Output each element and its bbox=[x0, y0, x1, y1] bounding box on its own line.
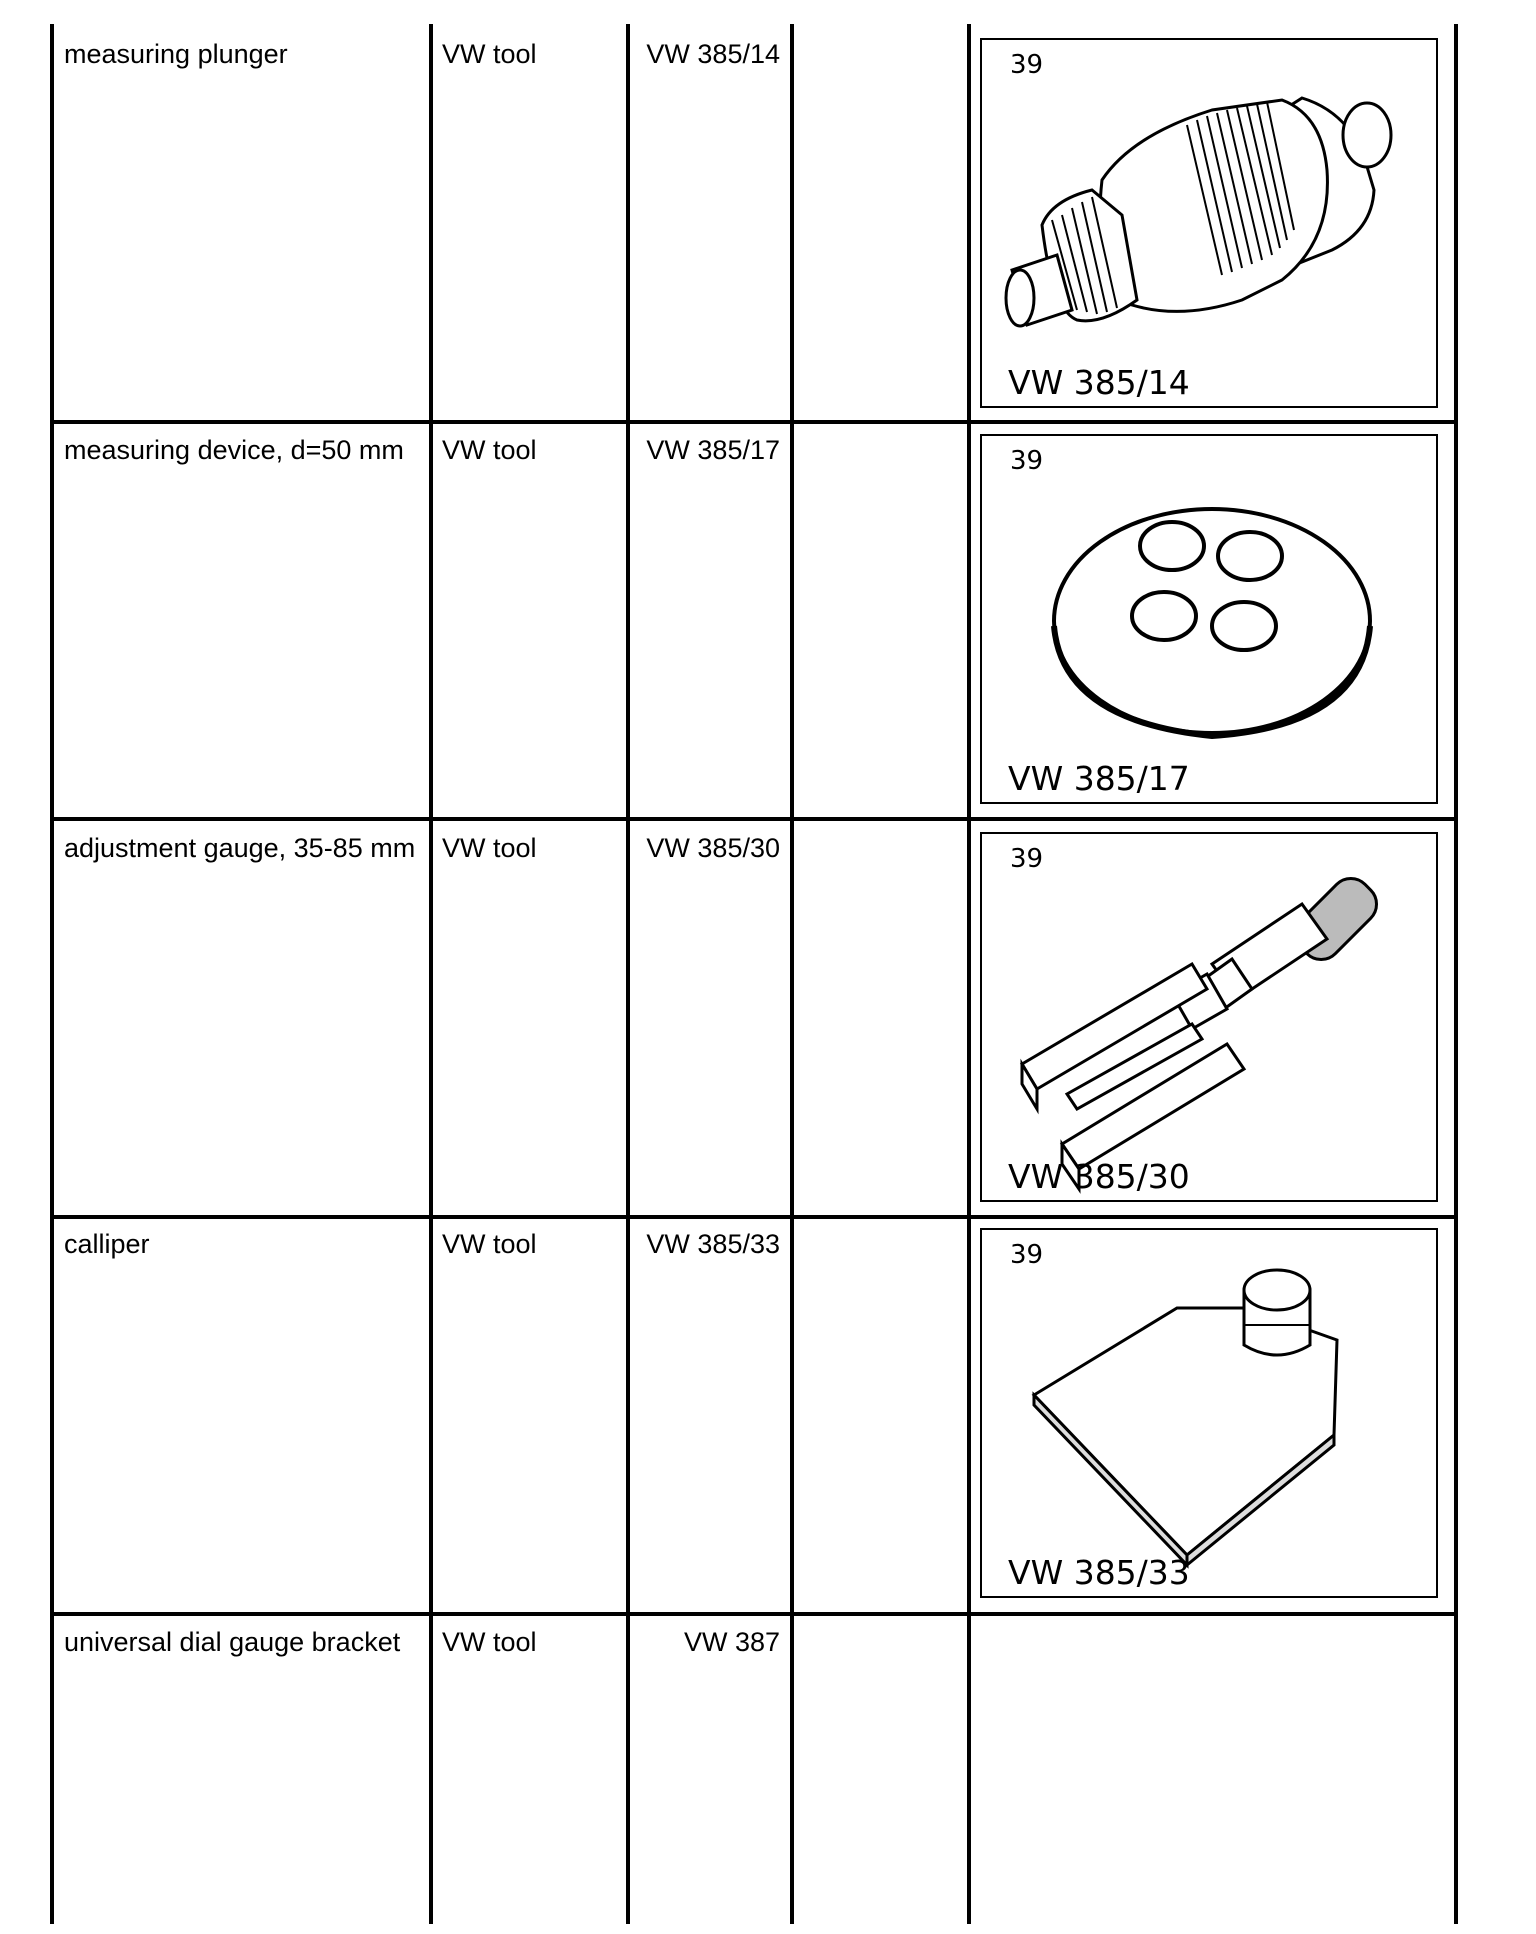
tool-description: calliper bbox=[64, 1229, 150, 1259]
tool-figure bbox=[980, 38, 1438, 408]
tool-source: VW tool bbox=[442, 39, 537, 69]
figure-caption: VW 385/14 bbox=[1008, 363, 1190, 402]
row-divider bbox=[50, 1612, 1458, 1616]
row-divider bbox=[50, 817, 1458, 821]
tool-source: VW tool bbox=[442, 435, 537, 465]
column-divider bbox=[1454, 24, 1458, 1924]
figure-number: 39 bbox=[1010, 844, 1044, 874]
tool-part-number: VW 385/14 bbox=[646, 39, 780, 69]
row-divider bbox=[50, 1215, 1458, 1219]
figure-caption: VW 385/17 bbox=[1008, 759, 1190, 798]
column-divider bbox=[790, 24, 794, 1924]
tool-part-number: VW 385/30 bbox=[646, 833, 780, 863]
tool-description: measuring device, d=50 mm bbox=[64, 435, 404, 465]
tool-source: VW tool bbox=[442, 1229, 537, 1259]
tool-description: universal dial gauge bracket bbox=[64, 1627, 401, 1657]
figure-caption: VW 385/33 bbox=[1008, 1553, 1190, 1592]
tool-figure bbox=[980, 434, 1438, 804]
figure-number: 39 bbox=[1010, 1240, 1044, 1270]
measuring-disc-illustration bbox=[982, 436, 1440, 806]
tool-description: measuring plunger bbox=[64, 39, 288, 69]
tool-figure bbox=[980, 1228, 1438, 1598]
tool-part-number: VW 387 bbox=[683, 1627, 780, 1657]
adjustment-gauge-illustration bbox=[982, 834, 1440, 1204]
tool-part-number: VW 385/17 bbox=[646, 435, 780, 465]
tool-part-number: VW 385/33 bbox=[646, 1229, 780, 1259]
calliper-illustration bbox=[982, 1230, 1440, 1600]
figure-number: 39 bbox=[1010, 446, 1044, 476]
row-divider bbox=[50, 420, 1458, 424]
column-divider bbox=[50, 24, 54, 1924]
column-divider bbox=[967, 24, 971, 1924]
column-divider bbox=[429, 24, 433, 1924]
measuring-plunger-illustration bbox=[982, 40, 1440, 410]
tool-figure bbox=[980, 832, 1438, 1202]
tool-source: VW tool bbox=[442, 833, 537, 863]
tool-description: adjustment gauge, 35-85 mm bbox=[64, 833, 416, 863]
tool-source: VW tool bbox=[442, 1627, 537, 1657]
figure-caption: VW 385/30 bbox=[1008, 1157, 1190, 1196]
figure-number: 39 bbox=[1010, 50, 1044, 80]
